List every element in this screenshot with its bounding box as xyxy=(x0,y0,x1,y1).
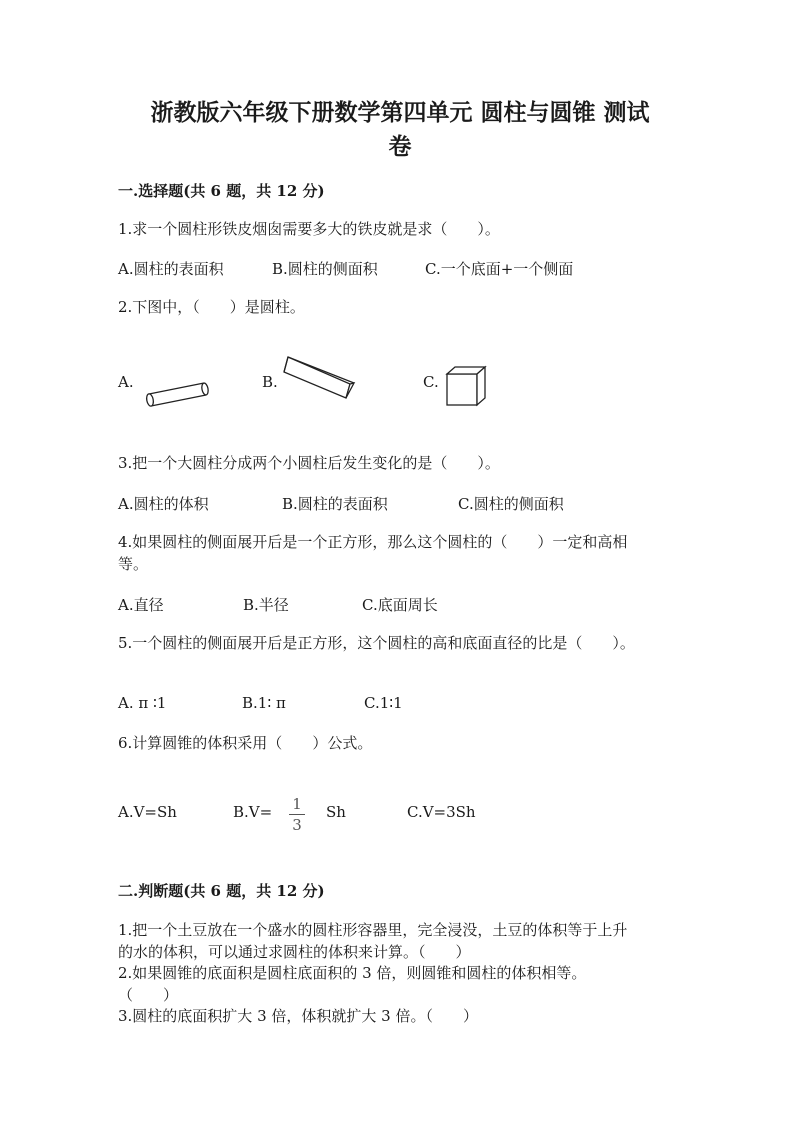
judgement-1-line-2: 的水的体积，可以通过求圆柱的体积来计算。（ ） xyxy=(118,943,471,961)
judgement-2-line-2: （ ） xyxy=(118,986,179,1004)
one-third-fraction xyxy=(289,796,305,833)
q2-option-a: A. xyxy=(118,373,134,391)
question-1-text: 1.求一个圆柱形铁皮烟囱需要多大的铁皮就是求（ ）。 xyxy=(118,220,500,238)
q3-option-a: A.圆柱的体积 xyxy=(118,495,209,513)
question-4-text-line-2: 等。 xyxy=(118,555,149,573)
judgement-3: 3.圆柱的底面积扩大 3 倍，体积就扩大 3 倍。（ ） xyxy=(118,1007,478,1025)
question-5-text: 5.一个圆柱的侧面展开后是正方形，这个圆柱的高和底面直径的比是（ ）。 xyxy=(118,634,635,652)
q5-option-b: B.1∶ π xyxy=(242,694,286,712)
q6-option-a: A.V=Sh xyxy=(118,803,177,821)
fraction-denominator: 3 xyxy=(292,816,302,834)
question-4-text-line-1: 4.如果圆柱的侧面展开后是一个正方形，那么这个圆柱的（ ）一定和高相 xyxy=(118,533,628,551)
q4-option-c: C.底面周长 xyxy=(362,596,438,614)
q3-option-c: C.圆柱的侧面积 xyxy=(458,495,564,513)
fraction-numerator: 1 xyxy=(292,795,302,813)
q4-option-a: A.直径 xyxy=(118,596,164,614)
q6-option-c: C.V=3Sh xyxy=(407,803,476,821)
q1-option-a: A.圆柱的表面积 xyxy=(118,260,224,278)
judgement-1-line-1: 1.把一个土豆放在一个盛水的圆柱形容器里，完全浸没，土豆的体积等于上升 xyxy=(118,921,628,939)
triangular-prism-figure xyxy=(278,354,360,404)
cube-figure xyxy=(444,365,488,409)
q1-option-b: B.圆柱的侧面积 xyxy=(272,260,378,278)
cylinder-rod-figure xyxy=(140,378,212,410)
q1-option-c: C.一个底面+一个侧面 xyxy=(425,260,574,278)
q6-option-b-prefix: B.V= xyxy=(233,803,273,821)
q2-option-c: C. xyxy=(423,373,439,391)
question-2-text: 2.下图中，（ ）是圆柱。 xyxy=(118,298,305,316)
question-6-text: 6.计算圆锥的体积采用（ ）公式。 xyxy=(118,734,373,752)
q6-option-b-suffix: Sh xyxy=(326,803,346,821)
title-line-2: 卷 xyxy=(388,133,412,160)
question-3-text: 3.把一个大圆柱分成两个小圆柱后发生变化的是（ ）。 xyxy=(118,454,500,472)
q5-option-a: A. π ∶1 xyxy=(118,694,167,712)
section-heading-choice: 一.选择题(共 6 题，共 12 分) xyxy=(118,182,325,200)
title-line-1: 浙教版六年级下册数学第四单元 圆柱与圆锥 测试 xyxy=(150,99,650,126)
q5-option-c: C.1∶1 xyxy=(364,694,403,712)
q2-option-b: B. xyxy=(262,373,278,391)
q4-option-b: B.半径 xyxy=(243,596,289,614)
section-heading-judgement: 二.判断题(共 6 题，共 12 分) xyxy=(118,882,325,900)
judgement-2-line-1: 2.如果圆锥的底面积是圆柱底面积的 3 倍，则圆锥和圆柱的体积相等。 xyxy=(118,964,587,982)
fraction-bar xyxy=(289,814,305,815)
exam-title xyxy=(110,96,690,164)
q3-option-b: B.圆柱的表面积 xyxy=(282,495,388,513)
